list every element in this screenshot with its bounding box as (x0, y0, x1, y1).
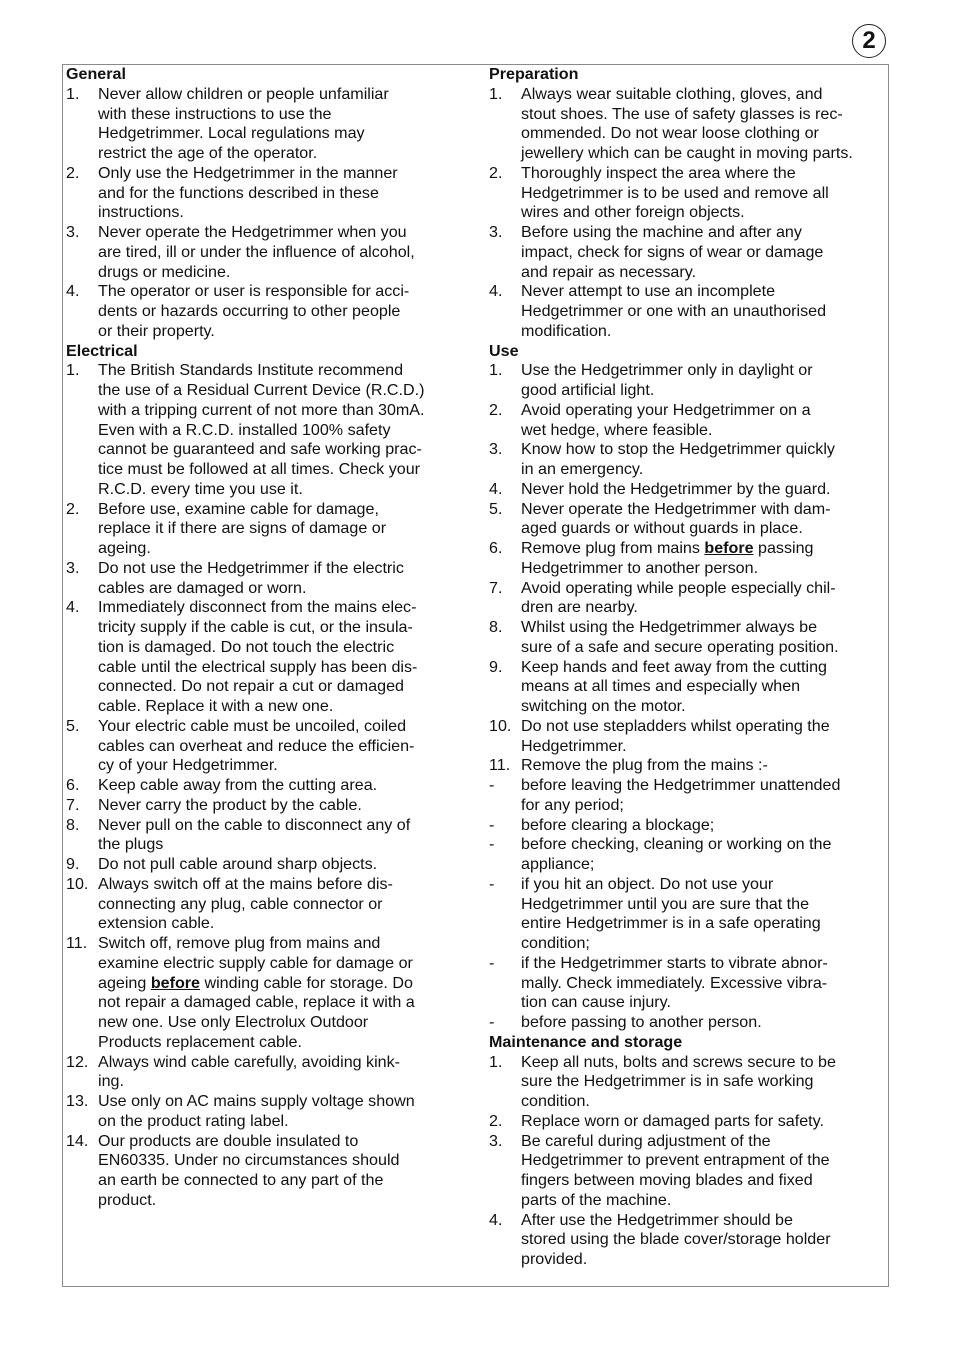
text-line: for any period; (521, 795, 624, 814)
text-line: Use only on AC mains supply voltage shown (98, 1092, 415, 1110)
text-line: fingers between moving blades and fixed (521, 1171, 813, 1189)
text-line: new one. Use only Electrolux Outdoor (98, 1013, 369, 1031)
text-line: and for the functions described in these (98, 183, 379, 202)
item-text (521, 835, 889, 875)
item-marker: 4. (66, 282, 80, 301)
text-line: Only use the Hedgetrimmer in the manner (98, 163, 398, 182)
text-line: Products replacement cable. (98, 1032, 302, 1051)
item-marker: 2. (66, 163, 80, 182)
text-line: Always switch off at the mains before dis- (98, 874, 393, 893)
text-line: Before using the machine and after any (521, 223, 802, 241)
text-line: Our products are double insulated to (98, 1131, 359, 1150)
list-item (489, 1211, 889, 1270)
item-marker: 3. (489, 440, 503, 459)
text-line: Do not use the Hedgetrimmer if the electric (98, 558, 404, 577)
text-line: before checking, cleaning or working on the (521, 835, 832, 854)
list-item (66, 361, 466, 499)
text-line: restrict the age of the operator. (98, 144, 318, 162)
text-line: Always wind cable carefully, avoiding kink- (98, 1052, 401, 1071)
text-line: modification. (521, 321, 612, 340)
item-marker: 11. (489, 756, 511, 775)
page-number-badge: 2 (852, 24, 886, 58)
item-marker: 3. (66, 558, 80, 577)
item-marker: - (489, 776, 495, 794)
text-line: Never hold the Hedgetrimmer by the guard. (521, 479, 831, 498)
section-list-preparation (489, 85, 889, 342)
text-line: before passing to another person. (521, 1013, 762, 1031)
text-line: stored using the blade cover/storage holder (521, 1230, 831, 1249)
text-line: Hedgetrimmer until you are sure that the (521, 894, 810, 913)
item-text (98, 1053, 466, 1093)
text-line: dren are nearby. (521, 598, 638, 617)
text-line: Never pull on the cable to disconnect any of (98, 815, 411, 834)
item-marker: 3. (489, 1131, 503, 1150)
item-marker: 1. (489, 1052, 503, 1071)
text-line: impact, check for signs of wear or damage (521, 242, 824, 261)
item-marker: - (489, 874, 495, 893)
item-text (98, 223, 466, 282)
text-line: Avoid operating while people especially chil- (521, 578, 836, 597)
item-marker: 1. (489, 361, 503, 380)
text-line: not repair a damaged cable, replace it with a (98, 993, 415, 1012)
text-line: mally. Check immediately. Excessive vibra- (521, 973, 828, 992)
list-item (66, 776, 466, 796)
text-line: and repair as necessary. (521, 262, 697, 281)
item-text (521, 1132, 889, 1211)
text-line: switching on the motor. (521, 697, 686, 715)
text-line: extension cable. (98, 914, 215, 933)
text-line: Use the Hedgetrimmer only in daylight or (521, 361, 813, 380)
item-marker: 4. (489, 282, 503, 301)
emphasis-before: before (704, 539, 754, 557)
item-text (521, 361, 889, 401)
item-marker: 11. (66, 934, 88, 952)
text-line: connecting any plug, cable connector or (98, 894, 383, 913)
bullet-item (489, 875, 889, 954)
bullet-item (489, 954, 889, 1013)
right-column (489, 65, 889, 1270)
list-item (489, 480, 889, 500)
list-item (66, 559, 466, 599)
text-line: stout shoes. The use of safety glasses is rec- (521, 104, 843, 123)
text-line: EN60335. Under no circumstances should (98, 1151, 400, 1170)
list-item (66, 934, 466, 1053)
list-item (489, 618, 889, 658)
text-line: Keep all nuts, bolts and screws secure to be (521, 1052, 836, 1071)
text-line: instructions. (98, 203, 184, 222)
text-line: Whilst using the Hedgetrimmer always be (521, 618, 818, 636)
item-marker: 2. (66, 499, 80, 518)
text-line: good artificial light. (521, 381, 655, 399)
item-text (521, 223, 889, 282)
item-marker: 8. (489, 618, 503, 636)
item-marker: 5. (489, 499, 503, 518)
text-line: before clearing a blockage; (521, 815, 715, 834)
item-text (98, 1132, 466, 1211)
item-text (98, 559, 466, 599)
text-line: Never allow children or people unfamiliar (98, 84, 389, 103)
text-line: Even with a R.C.D. installed 100% safety (98, 420, 391, 439)
text-line: wires and other foreign objects. (521, 203, 745, 222)
item-text (521, 618, 889, 658)
item-marker: 6. (489, 539, 503, 557)
text-line: are tired, ill or under the influence of alcohol, (98, 242, 415, 261)
list-item (66, 598, 466, 717)
text-line: cy of your Hedgetrimmer. (98, 756, 278, 775)
item-marker: 8. (66, 815, 80, 834)
text-line: cables can overheat and reduce the efficien- (98, 736, 415, 755)
list-item (66, 855, 466, 875)
text-line: an earth be connected to any part of the (98, 1171, 384, 1189)
list-item (66, 1092, 466, 1132)
section-heading-general: General (66, 65, 126, 83)
item-marker: 7. (489, 578, 503, 597)
text-line: Never carry the product by the cable. (98, 795, 362, 814)
item-text (521, 1053, 889, 1112)
list-item (489, 223, 889, 282)
text-line: parts of the machine. (521, 1190, 672, 1209)
list-item (489, 164, 889, 223)
list-item (489, 1132, 889, 1211)
list-item (66, 717, 466, 776)
item-text (98, 855, 466, 875)
text-line: with these instructions to use the (98, 104, 332, 123)
section-list-electrical (66, 361, 466, 1210)
item-marker: 2. (489, 163, 503, 182)
text-line: Hedgetrimmer is to be used and remove all (521, 183, 829, 202)
item-marker: 10. (66, 874, 89, 893)
list-item (489, 717, 889, 757)
text-line: entire Hedgetrimmer is in a safe operating (521, 914, 821, 933)
item-text (521, 1211, 889, 1270)
list-item (489, 85, 889, 164)
item-marker: 2. (489, 400, 503, 419)
text-line: jewellery which can be caught in moving parts. (521, 144, 853, 162)
item-text (98, 85, 466, 164)
text-line: Thoroughly inspect the area where the (521, 163, 796, 182)
text-line: with a tripping current of not more than 30mA. (98, 400, 425, 419)
text-line: Your electric cable must be uncoiled, coiled (98, 716, 407, 735)
text-line: ommended. Do not wear loose clothing or (521, 124, 819, 143)
text-line: Do not pull cable around sharp objects. (98, 855, 378, 873)
text-line: Immediately disconnect from the mains elec- (98, 598, 417, 617)
text-line: Never attempt to use an incomplete (521, 282, 776, 301)
text-line: The British Standards Institute recommend (98, 361, 404, 380)
item-marker: 4. (66, 598, 80, 617)
text-line: tricity supply if the cable is cut, or the insula- (98, 618, 413, 636)
emphasis-before: before (150, 973, 200, 992)
text-line: connected. Do not repair a cut or damaged (98, 677, 404, 696)
text-line: Remove plug from mains before passing (521, 539, 814, 557)
text-line: Avoid operating your Hedgetrimmer on a (521, 400, 811, 419)
text-line: sure the Hedgetrimmer is in safe working (521, 1072, 814, 1091)
text-line: on the product rating label. (98, 1111, 289, 1130)
item-text (98, 282, 466, 341)
item-marker: - (489, 1013, 495, 1031)
item-marker: 12. (66, 1052, 89, 1071)
item-text (521, 717, 889, 757)
text-line: if the Hedgetrimmer starts to vibrate abnor- (521, 953, 828, 972)
item-text (521, 282, 889, 341)
section-list-use (489, 361, 889, 1033)
item-text (521, 756, 889, 776)
text-line: Remove the plug from the mains :- (521, 756, 768, 775)
list-item (66, 223, 466, 282)
list-item (66, 796, 466, 816)
item-text (521, 875, 889, 954)
section-list-general (66, 85, 466, 342)
text-line: replace it if there are signs of damage or (98, 519, 387, 538)
text-line: means at all times and especially when (521, 677, 801, 696)
text-line: Be careful during adjustment of the (521, 1131, 771, 1150)
section-list-maintenance-and-storage (489, 1053, 889, 1270)
item-text (521, 500, 889, 540)
item-text (521, 579, 889, 619)
item-text (98, 816, 466, 856)
item-text (98, 361, 466, 499)
text-line: Keep cable away from the cutting area. (98, 776, 378, 794)
text-line: Never operate the Hedgetrimmer when you (98, 223, 407, 241)
list-item (489, 579, 889, 619)
list-item (489, 1053, 889, 1112)
item-text (521, 539, 889, 579)
text-line: Replace worn or damaged parts for safety. (521, 1111, 824, 1130)
text-line: Never operate the Hedgetrimmer with dam- (521, 499, 831, 518)
section-heading-electrical: Electrical (66, 341, 138, 360)
text-line: Hedgetrimmer or one with an unauthorised (521, 302, 827, 320)
item-marker: 3. (66, 223, 80, 241)
text-line: wet hedge, where feasible. (521, 420, 713, 439)
item-text (521, 1013, 889, 1033)
text-line: condition. (521, 1092, 590, 1110)
bullet-item (489, 816, 889, 836)
text-line: drugs or medicine. (98, 262, 231, 281)
text-line: Hedgetrimmer. (521, 736, 627, 755)
list-item (66, 1132, 466, 1211)
item-text (98, 796, 466, 816)
section-heading-use: Use (489, 341, 519, 360)
text-line: R.C.D. every time you use it. (98, 479, 303, 498)
text-line: Do not use stepladders whilst operating the (521, 716, 830, 735)
list-item (489, 658, 889, 717)
item-marker: 4. (489, 1210, 503, 1229)
list-item (489, 500, 889, 540)
item-text (521, 85, 889, 164)
text-line: tice must be followed at all times. Check your (98, 460, 421, 478)
item-marker: 1. (66, 361, 80, 380)
text-line: Hedgetrimmer to another person. (521, 558, 759, 577)
text-line: Hedgetrimmer to prevent entrapment of the (521, 1151, 830, 1170)
list-item (489, 539, 889, 579)
item-marker: 7. (66, 795, 80, 814)
item-marker: 13. (66, 1092, 89, 1110)
bullet-item (489, 1013, 889, 1033)
list-item (66, 816, 466, 856)
item-marker: 5. (66, 716, 80, 735)
item-marker: - (489, 835, 495, 854)
text-line: the use of a Residual Current Device (R.C.D.) (98, 381, 425, 399)
item-text (98, 717, 466, 776)
section-heading-preparation: Preparation (489, 65, 579, 83)
text-line: Before use, examine cable for damage, (98, 499, 379, 518)
text-line: the plugs (98, 835, 164, 854)
text-line: Know how to stop the Hedgetrimmer quickly (521, 440, 835, 459)
item-marker: 2. (489, 1111, 503, 1130)
text-line: Keep hands and feet away from the cutting (521, 657, 827, 676)
item-marker: 1. (66, 84, 80, 103)
item-marker: 14. (66, 1131, 89, 1150)
text-line: cable until the electrical supply has been dis- (98, 657, 418, 676)
list-item (489, 282, 889, 341)
item-text (521, 816, 889, 836)
item-marker: 1. (489, 84, 503, 103)
item-marker: 6. (66, 776, 80, 794)
text-line: Switch off, remove plug from mains and (98, 934, 381, 952)
text-line: cannot be guaranteed and safe working prac- (98, 440, 422, 459)
text-line: The operator or user is responsible for acci- (98, 282, 410, 301)
item-marker: - (489, 815, 495, 834)
item-text (521, 440, 889, 480)
item-text (98, 1092, 466, 1132)
text-line: appliance; (521, 855, 595, 873)
text-line: in an emergency. (521, 460, 644, 478)
list-item (489, 756, 889, 776)
list-item (66, 875, 466, 934)
item-marker: - (489, 953, 495, 972)
list-item (489, 440, 889, 480)
list-item (66, 85, 466, 164)
list-item (489, 401, 889, 441)
section-heading-maintenance-and-storage: Maintenance and storage (489, 1032, 683, 1051)
text-line: ing. (98, 1072, 124, 1091)
item-text (98, 875, 466, 934)
bullet-item (489, 776, 889, 816)
item-text (521, 480, 889, 500)
text-line: or their property. (98, 321, 215, 340)
text-line: tion can cause injury. (521, 993, 671, 1012)
list-item (66, 164, 466, 223)
text-line: if you hit an object. Do not use your (521, 874, 774, 893)
text-line: product. (98, 1190, 157, 1209)
item-marker: 4. (489, 479, 503, 498)
list-item (489, 361, 889, 401)
item-text (98, 776, 466, 796)
text-line: cables are damaged or worn. (98, 578, 307, 597)
item-marker: 9. (489, 657, 503, 676)
text-line: provided. (521, 1250, 588, 1268)
text-line: Hedgetrimmer. Local regulations may (98, 124, 365, 143)
text-line: condition; (521, 934, 590, 952)
item-text (521, 164, 889, 223)
item-marker: 3. (489, 223, 503, 241)
text-line: aged guards or without guards in place. (521, 519, 803, 538)
list-item (66, 1053, 466, 1093)
text-line: After use the Hedgetrimmer should be (521, 1210, 793, 1229)
text-line: ageing before winding cable for storage. Do (98, 973, 413, 992)
item-text (521, 401, 889, 441)
list-item (66, 500, 466, 559)
text-line: examine electric supply cable for damage or (98, 953, 413, 972)
left-column (66, 65, 466, 1211)
list-item (66, 282, 466, 341)
item-marker: 10. (489, 716, 512, 735)
item-text (98, 500, 466, 559)
text-line: sure of a safe and secure operating position. (521, 637, 839, 656)
bullet-item (489, 835, 889, 875)
item-text (521, 658, 889, 717)
item-text (98, 164, 466, 223)
text-line: Always wear suitable clothing, gloves, and (521, 84, 823, 103)
item-text (521, 954, 889, 1013)
item-text (98, 934, 466, 1053)
item-text (521, 1112, 889, 1132)
text-line: cable. Replace it with a new one. (98, 697, 334, 715)
text-line: before leaving the Hedgetrimmer unattended (521, 776, 841, 794)
item-text (521, 776, 889, 816)
item-marker: 9. (66, 855, 80, 873)
list-item (489, 1112, 889, 1132)
item-text (98, 598, 466, 717)
text-line: ageing. (98, 539, 151, 557)
text-line: tion is damaged. Do not touch the electric (98, 637, 395, 656)
text-line: dents or hazards occurring to other people (98, 302, 401, 320)
